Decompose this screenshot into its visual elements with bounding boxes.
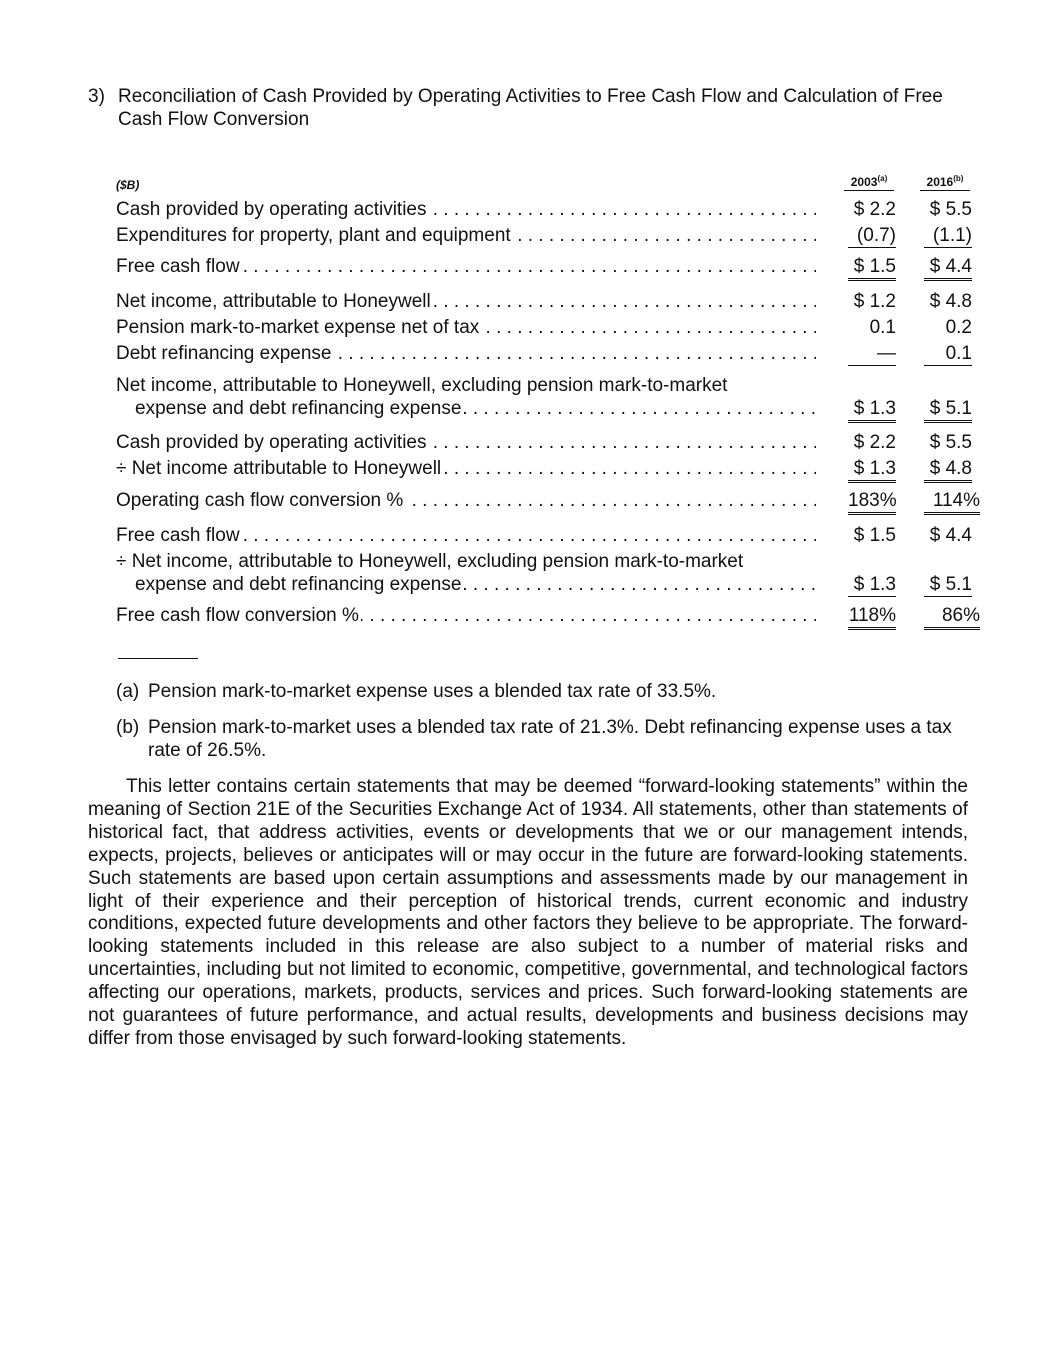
value-2003: $ 1.3	[848, 398, 896, 423]
table-row	[116, 432, 986, 456]
table-row	[116, 458, 986, 482]
footnote-divider	[118, 658, 198, 659]
row-label: Free cash flow	[116, 525, 240, 546]
value-2003: 0.1	[869, 317, 896, 338]
row-label: Pension mark-to-market expense net of tax	[116, 317, 480, 338]
table-row	[116, 225, 986, 249]
value-2016: $ 5.5	[929, 199, 972, 220]
section-title: Reconciliation of Cash Provided by Operating Activities to Free Cash Flow and Calculation of Free Cash Flow Conversion	[118, 86, 943, 130]
value-2003: —	[848, 343, 896, 366]
column-header-2016	[920, 174, 970, 191]
row-label: Free cash flow conversion %	[116, 605, 359, 626]
table-row	[116, 256, 986, 280]
table-row	[116, 398, 986, 422]
row-label: Cash provided by operating activities	[116, 432, 427, 453]
value-2016: 86%	[924, 605, 980, 630]
column-year: 2003	[850, 175, 878, 189]
row-label: Net income, attributable to Honeywell	[116, 291, 431, 312]
value-2003: 183%	[848, 490, 896, 515]
value-2003: $ 1.2	[853, 291, 896, 312]
forward-looking-disclaimer: This letter contains certain statements that may be deemed “forward-looking statements” within the meaning of Section 21E of the Securities Exchange Act of 1934. All statements, other than statements of historical fact, that address activities, events or developments that we or our management intends, expects, projects, believes or anticipates will or may occur in the future are forward-looking statements. Such statements are based upon certain assumptions and assessments made by our management in light of their experience and their perception of historical trends, current economic and industry conditions, expected future developments and other factors they believe to be appropriate. The forward-looking statements included in this release are also subject to a number of material risks and uncertainties, including but not limited to economic, competitive, governmental, and technological factors affecting our operations, markets, products, services and prices. Such forward-looking statements are not guarantees of future performance, and actual results, developments and business decisions may differ from those envisaged by such forward-looking statements.	[88, 776, 968, 1049]
row-label: Expenditures for property, plant and equipment	[116, 225, 511, 246]
column-note: (b)	[953, 174, 964, 183]
footnote-text: Pension mark-to-market uses a blended tax rate of 21.3%. Debt refinancing expense uses a tax rate of 26.5%.	[148, 717, 952, 761]
row-label-line1: Net income, attributable to Honeywell, excluding pension mark-to-market	[116, 375, 728, 396]
table-row	[116, 199, 986, 223]
footnote-text: Pension mark-to-market expense uses a blended tax rate of 33.5%.	[148, 681, 717, 702]
footnote-mark: (a)	[116, 681, 140, 702]
table-row	[116, 490, 986, 514]
row-label: Operating cash flow conversion %	[116, 490, 404, 511]
row-label: ÷ Net income attributable to Honeywell	[116, 458, 442, 479]
value-2016: 0.1	[924, 343, 972, 366]
table-row	[116, 343, 986, 367]
table-row	[116, 525, 986, 549]
row-label: Cash provided by operating activities	[116, 199, 427, 220]
value-2016: $ 4.4	[929, 525, 972, 546]
value-2003: $ 1.3	[848, 574, 896, 597]
value-2016: (1.1)	[924, 225, 972, 248]
footnote-mark: (b)	[116, 717, 140, 738]
value-2016: $ 5.1	[924, 574, 972, 597]
table-row	[116, 291, 986, 315]
row-label: Free cash flow	[116, 256, 240, 277]
value-2016: $ 5.5	[929, 432, 972, 453]
row-label: Debt refinancing expense	[116, 343, 332, 364]
column-year: 2016	[926, 175, 954, 189]
value-2016: $ 4.8	[924, 458, 972, 483]
row-label: expense and debt refinancing expense	[135, 574, 462, 595]
units-label: ($B)	[116, 178, 140, 192]
value-2016: 114%	[924, 490, 980, 515]
value-2003: 118%	[848, 605, 896, 630]
row-label-line1: ÷ Net income, attributable to Honeywell, excluding pension mark-to-market	[116, 551, 744, 572]
row-label: expense and debt refinancing expense	[135, 398, 462, 419]
value-2003: $ 2.2	[853, 199, 896, 220]
value-2003: $ 1.3	[848, 458, 896, 483]
value-2003: $ 1.5	[848, 256, 896, 281]
table-row	[116, 574, 986, 598]
value-2016: $ 5.1	[924, 398, 972, 423]
column-header-2003	[844, 174, 894, 191]
table-row	[116, 605, 986, 629]
table-row	[116, 317, 986, 341]
value-2016: $ 4.4	[924, 256, 972, 281]
value-2016: 0.2	[945, 317, 972, 338]
value-2016: $ 4.8	[929, 291, 972, 312]
section-number: 3)	[88, 86, 105, 107]
value-2003: $ 1.5	[853, 525, 896, 546]
column-note: (a)	[877, 174, 888, 183]
value-2003: (0.7)	[848, 225, 896, 248]
value-2003: $ 2.2	[853, 432, 896, 453]
